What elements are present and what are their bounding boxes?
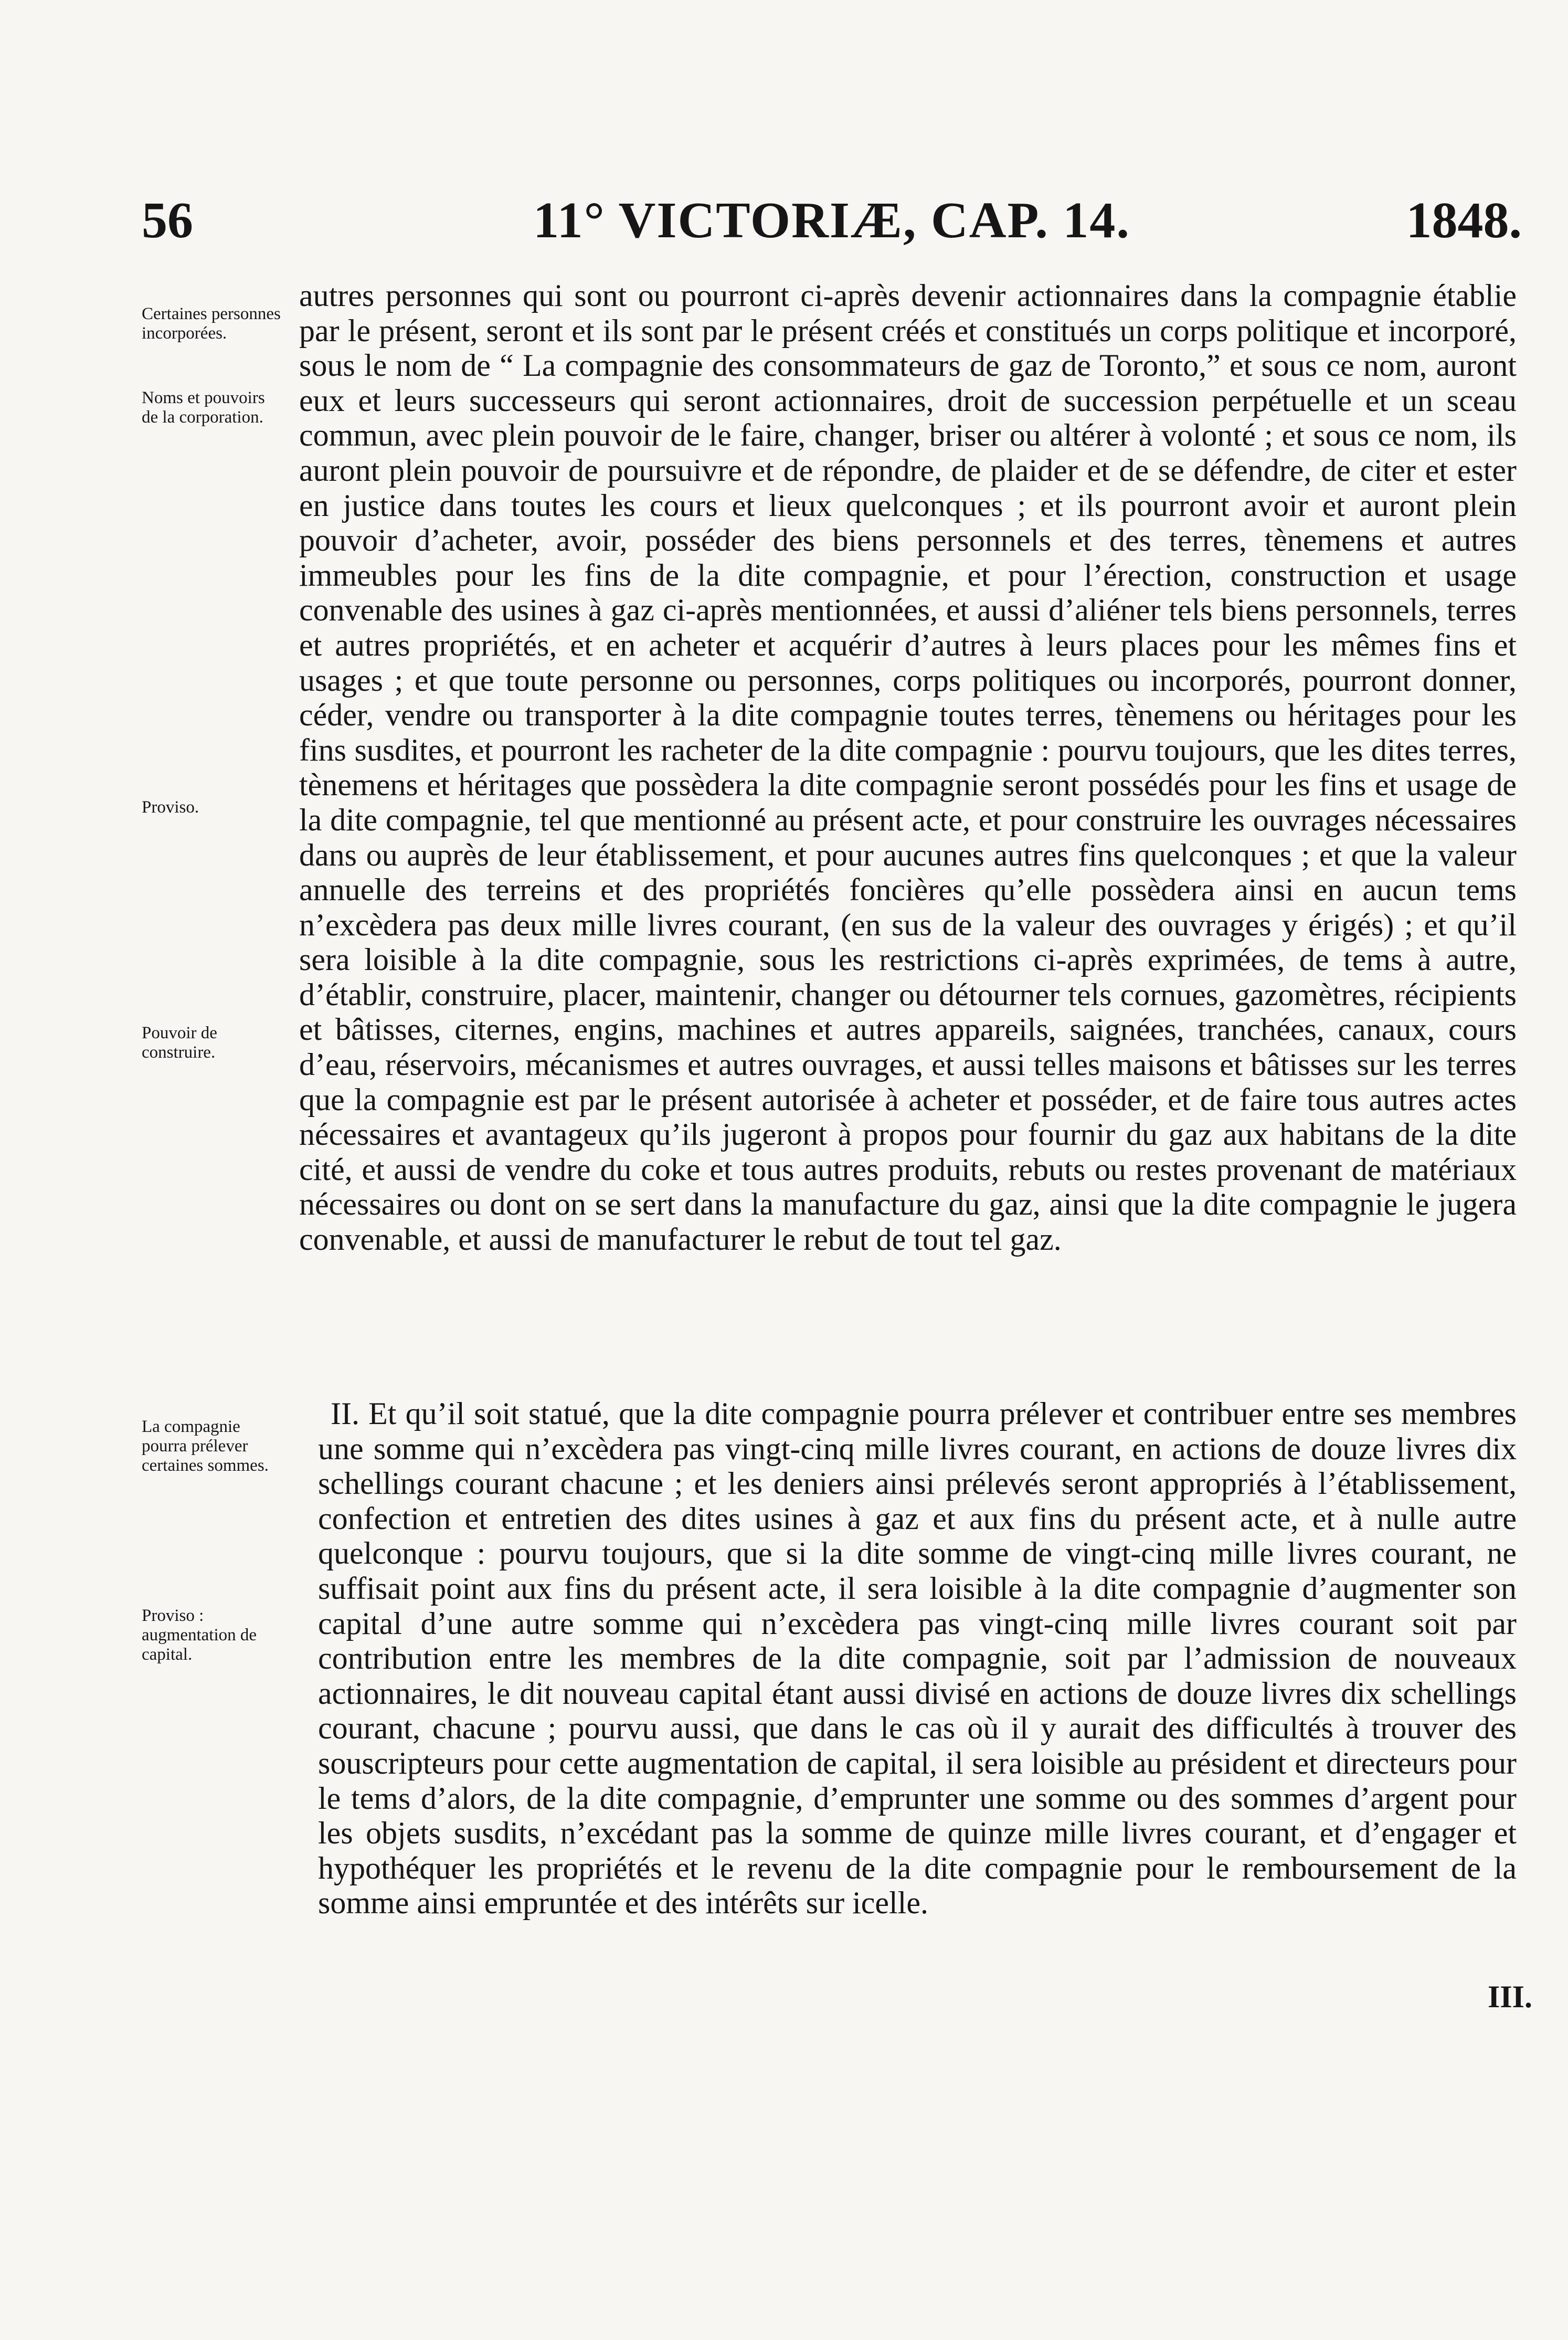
year: 1848. bbox=[1406, 192, 1522, 249]
running-title: 11° VICTORIÆ, CAP. 14. bbox=[533, 192, 1130, 249]
section-1 bbox=[142, 278, 1532, 1380]
section-2-text: II. Et qu’il soit statué, que la dite compagnie pourra prélever et contribuer entre ses membres une somme qui n’excèdera pas vingt-cinq mille livres courant, en actions de douze livres dix schellings courant chacune ; et les deniers ainsi prélevés seront appropriés à l’établissement, confection et entretien des dites usines à gaz et aux fins du présent acte, et à nulle autre quelconque : pourvu toujours, que si la dite somme de vingt-cinq mille livres courant, ne suffisait point aux fins du présent acte, il sera loisible à la dite compagnie d’augmenter son capital d’une autre somme qui n’excèdera pas vingt-cinq mille livres courant soit par contribution entre les membres de la dite compagnie, soit par l’admission de nouveaux actionnaires, le dit nouveau capital étant aussi divisé en actions de douze livres dix schellings courant, chacune ; pourvu aussi, que dans le cas où il y aurait des difficultés à trouver des souscripteurs pour cette augmentation de capital, il sera loisible au président et directeurs pour le tems d’alors, de la dite compagnie, d’emprunter une somme ou des sommes d’argent pour les objets susdits, n’excédant pas la somme de quinze mille livres courant, et d’engager et hypothéquer les propriétés et le revenu de la dite compagnie pour le remboursement de la somme ainsi empruntée et des intérêts sur icelle. bbox=[318, 1396, 1517, 1921]
section-2 bbox=[142, 1396, 1532, 1968]
sidenote-capital-increase: Proviso : augmentation de capital. bbox=[142, 1606, 257, 1664]
running-header bbox=[142, 189, 1522, 262]
page-number: 56 bbox=[142, 192, 193, 249]
catchword: III. bbox=[1487, 1979, 1532, 2014]
sidenote-names-powers: Noms et pouvoirs de la corporation. bbox=[142, 388, 265, 427]
sidenote-incorporation: Certaines personnes incorporées. bbox=[142, 304, 281, 343]
section-1-text: autres personnes qui sont ou pourront ci-après devenir actionnaires dans la compagnie établie par le présent, seront et ils sont par le présent créés et constitués un corps politique et incorporé, sous le nom de “ La compagnie des consommateurs de gaz de Toronto,” et sous ce nom, auront eux et leurs successeurs qui seront actionnaires, droit de succession perpétuelle et un sceau commun, avec plein pouvoir de le faire, changer, briser ou altérer à volonté ; et sous ce nom, ils auront plein pouvoir de poursuivre et de répondre, de plaider et de se défendre, de citer et ester en justice dans toutes les cours et lieux quelconques ; et ils pourront avoir et auront plein pouvoir d’acheter, avoir, posséder des biens personnels et des terres, tènemens et autres immeubles pour les fins de la dite compagnie, et pour l’érection, construction et usage convenable des usines à gaz ci-après mentionnées, et aussi d’aliéner tels biens personnels, terres et autres propriétés, et en acheter et acquérir d’autres à leurs places pour les mêmes fins et usages ; et que toute personne ou personnes, corps politiques ou incorporés, pourront donner, céder, vendre ou transporter à la dite compagnie toutes terres, tènemens ou héritages pour les fins susdites, et pourront les racheter de la dite compagnie : pourvu toujours, que les dites terres, tènemens et héritages que possèdera la dite compagnie seront possédés pour les fins et usage de la dite compagnie, tel que mentionné au présent acte, et pour construire les ouvrages nécessaires dans ou auprès de leur établissement, et pour aucunes autres fins quelconques ; et que la valeur annuelle des terreins et des propriétés foncières qu’elle possèdera ainsi en aucun tems n’excèdera pas deux mille livres courant, (en sus de la valeur des ouvrages y érigés) ; et qu’il sera loisible à la dite compagnie, sous les restrictions ci-après exprimées, de tems à autre, d’établir, construire, placer, maintenir, changer ou détourner tels cornues, gazomètres, récipients et bâtisses, citernes, engins, machines et autres appareils, saignées, tranchées, canaux, cours d’eau, réservoirs, mécanismes et autres ouvrages, et aussi telles maisons et bâtisses sur les terres que la compagnie est par le présent autorisée à acheter et posséder, et de faire tous autres actes nécessaires et avantageux qu’ils jugeront à propos pour fournir du gaz aux habitans de la dite cité, et aussi de vendre du coke et tous autres produits, rebuts ou restes provenant de matériaux nécessaires ou dont on se sert dans la manufacture du gaz, ainsi que la dite compagnie le jugera convenable, et aussi de manufacturer le rebut de tout tel gaz. bbox=[299, 278, 1517, 1257]
sidenote-proviso: Proviso. bbox=[142, 798, 199, 817]
sidenote-power-to-build: Pouvoir de construire. bbox=[142, 1024, 217, 1062]
sidenote-levy-sums: La compagnie pourra prélever certaines sommes. bbox=[142, 1417, 269, 1475]
